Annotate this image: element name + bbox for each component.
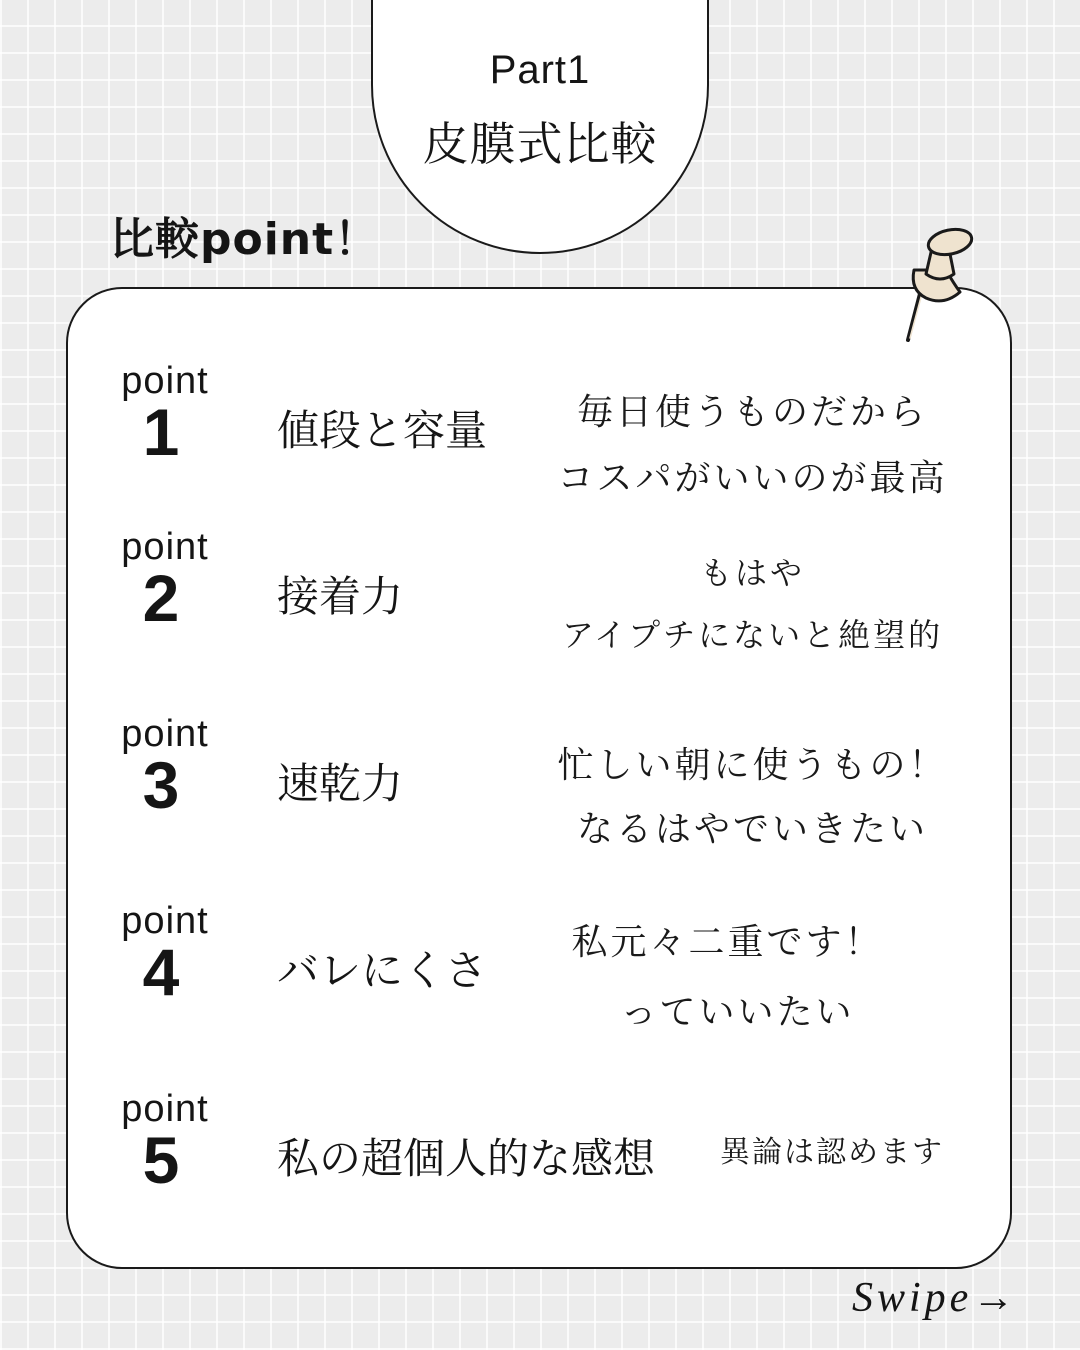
point-note-line: 忙しい朝に使うもの！ bbox=[557, 745, 948, 786]
point-note-line: 異論は認めます bbox=[720, 1135, 944, 1170]
point-note-line: もはや bbox=[699, 554, 805, 592]
point-note-line: 私元々二重です！ bbox=[571, 922, 884, 963]
comparison-heading: 比較point！ bbox=[110, 214, 380, 265]
point-note-line: なるはやでいきたい bbox=[576, 809, 928, 850]
swipe-hint[interactable]: Swipe→ bbox=[852, 1275, 1019, 1321]
point-label: 値段と容量 bbox=[277, 406, 488, 455]
point-label: 速乾力 bbox=[277, 759, 404, 808]
page-title: 皮膜式比較 bbox=[422, 117, 658, 171]
part-label: Part1 bbox=[489, 48, 591, 92]
point-note-line: コスパがいいのが最高 bbox=[557, 458, 948, 499]
point-word: point bbox=[121, 1088, 209, 1130]
point-number: 3 bbox=[142, 748, 180, 822]
point-number: 1 bbox=[142, 395, 180, 469]
point-word: point bbox=[121, 900, 209, 942]
point-word: point bbox=[121, 360, 209, 402]
point-number: 4 bbox=[142, 935, 180, 1009]
push-pin-icon bbox=[896, 224, 982, 346]
point-note-line: 毎日使うものだから bbox=[576, 392, 928, 433]
point-note-line: っていいたい bbox=[620, 992, 855, 1033]
point-number: 2 bbox=[142, 561, 180, 635]
point-label: 接着力 bbox=[277, 572, 404, 621]
point-word: point bbox=[121, 713, 209, 755]
point-label: バレにくさ bbox=[277, 946, 488, 995]
point-note-line: アイプチにないと絶望的 bbox=[561, 616, 944, 654]
point-number: 5 bbox=[142, 1123, 180, 1197]
point-label: 私の超個人的な感想 bbox=[277, 1134, 656, 1183]
point-word: point bbox=[121, 526, 209, 568]
